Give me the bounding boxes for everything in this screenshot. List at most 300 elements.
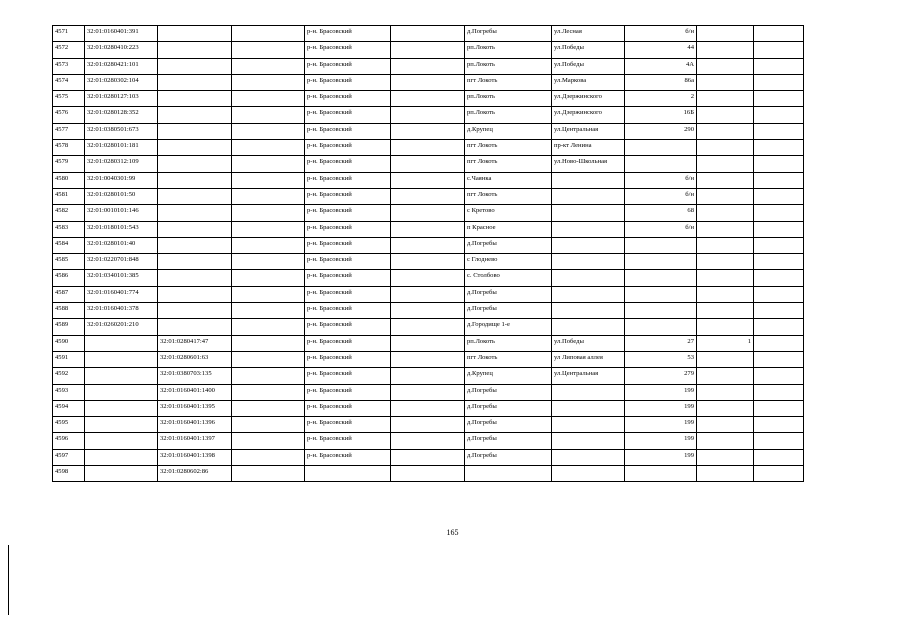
street-cell <box>552 172 625 188</box>
empty-cell <box>232 417 305 433</box>
cadastral-number-cell: 32:01:0280312:109 <box>85 156 158 172</box>
empty-cell <box>754 26 804 42</box>
house-number-cell: 199 <box>625 449 697 465</box>
table-row <box>53 286 804 302</box>
table-row <box>53 368 804 384</box>
table-row <box>53 42 804 58</box>
empty-cell <box>232 188 305 204</box>
empty-cell <box>232 58 305 74</box>
empty-cell <box>232 74 305 90</box>
empty-cell <box>754 449 804 465</box>
house-number-cell: 44 <box>625 42 697 58</box>
house-number-cell: б/н <box>625 221 697 237</box>
street-cell: ул.Дзержинского <box>552 91 625 107</box>
house-number-cell: 16Б <box>625 107 697 123</box>
settlement-cell: д.Погребы <box>465 384 552 400</box>
empty-cell <box>391 42 465 58</box>
row-number-cell: 4589 <box>53 319 85 335</box>
extra-value-cell <box>697 449 754 465</box>
empty-cell <box>391 254 465 270</box>
empty-cell <box>232 237 305 253</box>
empty-cell <box>232 140 305 156</box>
street-cell: ул.Победы <box>552 42 625 58</box>
street-cell <box>552 417 625 433</box>
house-number-cell <box>625 156 697 172</box>
empty-cell <box>391 188 465 204</box>
house-number-cell: б/н <box>625 172 697 188</box>
street-cell <box>552 303 625 319</box>
district-cell: р-н. Брасовский <box>305 91 391 107</box>
district-cell: р-н. Брасовский <box>305 140 391 156</box>
empty-cell <box>754 58 804 74</box>
extra-value-cell <box>697 123 754 139</box>
district-cell: р-н. Брасовский <box>305 449 391 465</box>
district-cell: р-н. Брасовский <box>305 26 391 42</box>
empty-cell <box>391 400 465 416</box>
empty-cell <box>754 237 804 253</box>
empty-cell <box>391 91 465 107</box>
street-cell <box>552 466 625 482</box>
table-row <box>53 140 804 156</box>
registry-table-body <box>53 26 804 482</box>
cadastral-number-cell: 32:01:0280410:223 <box>85 42 158 58</box>
row-number-cell: 4584 <box>53 237 85 253</box>
empty-cell <box>232 91 305 107</box>
empty-cell <box>391 466 465 482</box>
row-number-cell: 4571 <box>53 26 85 42</box>
cadastral-number-cell <box>85 351 158 367</box>
table-row <box>53 449 804 465</box>
cadastral-number-2-cell <box>158 237 232 253</box>
row-number-cell: 4578 <box>53 140 85 156</box>
empty-cell <box>232 172 305 188</box>
settlement-cell: с Кретово <box>465 205 552 221</box>
settlement-cell: д.Погребы <box>465 286 552 302</box>
house-number-cell: 27 <box>625 335 697 351</box>
empty-cell <box>391 140 465 156</box>
table-row <box>53 335 804 351</box>
street-cell <box>552 433 625 449</box>
cadastral-number-cell <box>85 449 158 465</box>
empty-cell <box>391 172 465 188</box>
empty-cell <box>232 107 305 123</box>
row-number-cell: 4590 <box>53 335 85 351</box>
page-number: 165 <box>446 528 459 537</box>
settlement-cell: пгт Локоть <box>465 74 552 90</box>
cadastral-number-2-cell: 32:01:0280601:63 <box>158 351 232 367</box>
cadastral-number-2-cell: 32:01:0280417:47 <box>158 335 232 351</box>
cadastral-number-2-cell <box>158 42 232 58</box>
empty-cell <box>391 319 465 335</box>
row-number-cell: 4577 <box>53 123 85 139</box>
street-cell <box>552 254 625 270</box>
settlement-cell: д.Погребы <box>465 433 552 449</box>
empty-cell <box>232 26 305 42</box>
street-cell: ул.Лесная <box>552 26 625 42</box>
extra-value-cell <box>697 221 754 237</box>
cadastral-number-cell <box>85 368 158 384</box>
table-row <box>53 221 804 237</box>
settlement-cell: с Глоднево <box>465 254 552 270</box>
empty-cell <box>232 466 305 482</box>
row-number-cell: 4573 <box>53 58 85 74</box>
cadastral-number-cell: 32:01:0160401:391 <box>85 26 158 42</box>
empty-cell <box>754 140 804 156</box>
empty-cell <box>232 384 305 400</box>
row-number-cell: 4586 <box>53 270 85 286</box>
empty-cell <box>754 303 804 319</box>
cadastral-number-2-cell <box>158 303 232 319</box>
row-number-cell: 4580 <box>53 172 85 188</box>
empty-cell <box>391 303 465 319</box>
house-number-cell: 199 <box>625 417 697 433</box>
cadastral-number-cell: 32:01:0260201:210 <box>85 319 158 335</box>
row-number-cell: 4596 <box>53 433 85 449</box>
extra-value-cell <box>697 303 754 319</box>
empty-cell <box>391 205 465 221</box>
table-row <box>53 91 804 107</box>
cadastral-number-cell: 32:01:0280101:40 <box>85 237 158 253</box>
street-cell: ул.Центральная <box>552 123 625 139</box>
street-cell <box>552 205 625 221</box>
street-cell <box>552 270 625 286</box>
empty-cell <box>754 417 804 433</box>
extra-value-cell <box>697 26 754 42</box>
empty-cell <box>391 123 465 139</box>
empty-cell <box>391 368 465 384</box>
empty-cell <box>232 254 305 270</box>
street-cell <box>552 188 625 204</box>
table-row <box>53 417 804 433</box>
empty-cell <box>232 303 305 319</box>
settlement-cell: с. Столбово <box>465 270 552 286</box>
scan-edge-line <box>8 545 9 615</box>
cadastral-number-cell <box>85 384 158 400</box>
house-number-cell: 4А <box>625 58 697 74</box>
cadastral-number-2-cell <box>158 319 232 335</box>
row-number-cell: 4588 <box>53 303 85 319</box>
house-number-cell <box>625 466 697 482</box>
extra-value-cell <box>697 286 754 302</box>
extra-value-cell <box>697 156 754 172</box>
street-cell <box>552 221 625 237</box>
table-row <box>53 26 804 42</box>
empty-cell <box>754 221 804 237</box>
extra-value-cell <box>697 188 754 204</box>
settlement-cell: пгт Локоть <box>465 188 552 204</box>
empty-cell <box>754 400 804 416</box>
empty-cell <box>232 400 305 416</box>
table-row <box>53 433 804 449</box>
extra-value-cell <box>697 58 754 74</box>
empty-cell <box>232 319 305 335</box>
house-number-cell <box>625 270 697 286</box>
settlement-cell: д.Погребы <box>465 303 552 319</box>
settlement-cell: д.Погребы <box>465 400 552 416</box>
empty-cell <box>754 156 804 172</box>
street-cell <box>552 237 625 253</box>
empty-cell <box>391 384 465 400</box>
street-cell: ул.Центральная <box>552 368 625 384</box>
cadastral-number-cell <box>85 400 158 416</box>
row-number-cell: 4594 <box>53 400 85 416</box>
empty-cell <box>232 351 305 367</box>
empty-cell <box>232 270 305 286</box>
cadastral-number-cell <box>85 335 158 351</box>
table-row <box>53 384 804 400</box>
empty-cell <box>754 91 804 107</box>
cadastral-number-cell: 32:01:0280101:50 <box>85 188 158 204</box>
empty-cell <box>754 319 804 335</box>
row-number-cell: 4597 <box>53 449 85 465</box>
cadastral-number-cell: 32:01:0160401:378 <box>85 303 158 319</box>
empty-cell <box>391 221 465 237</box>
table-row <box>53 319 804 335</box>
extra-value-cell: 1 <box>697 335 754 351</box>
row-number-cell: 4575 <box>53 91 85 107</box>
empty-cell <box>391 156 465 172</box>
settlement-cell: д.Крупец <box>465 368 552 384</box>
street-cell: ул.Маркова <box>552 74 625 90</box>
cadastral-number-2-cell <box>158 74 232 90</box>
extra-value-cell <box>697 351 754 367</box>
house-number-cell <box>625 319 697 335</box>
settlement-cell <box>465 466 552 482</box>
house-number-cell <box>625 303 697 319</box>
empty-cell <box>754 42 804 58</box>
empty-cell <box>391 433 465 449</box>
cadastral-number-2-cell <box>158 140 232 156</box>
row-number-cell: 4572 <box>53 42 85 58</box>
house-number-cell: 199 <box>625 433 697 449</box>
table-row <box>53 172 804 188</box>
house-number-cell: 290 <box>625 123 697 139</box>
extra-value-cell <box>697 42 754 58</box>
cadastral-number-cell: 32:01:0280421:101 <box>85 58 158 74</box>
empty-cell <box>232 433 305 449</box>
house-number-cell: 68 <box>625 205 697 221</box>
cadastral-number-cell: 32:01:0220701:848 <box>85 254 158 270</box>
extra-value-cell <box>697 433 754 449</box>
district-cell: р-н. Брасовский <box>305 335 391 351</box>
cadastral-number-cell <box>85 466 158 482</box>
empty-cell <box>754 107 804 123</box>
row-number-cell: 4591 <box>53 351 85 367</box>
district-cell: р-н. Брасовский <box>305 237 391 253</box>
cadastral-number-2-cell <box>158 221 232 237</box>
empty-cell <box>391 237 465 253</box>
row-number-cell: 4583 <box>53 221 85 237</box>
settlement-cell: рп.Локоть <box>465 107 552 123</box>
table-row <box>53 237 804 253</box>
district-cell: р-н. Брасовский <box>305 254 391 270</box>
cadastral-number-2-cell <box>158 254 232 270</box>
empty-cell <box>232 42 305 58</box>
extra-value-cell <box>697 107 754 123</box>
cadastral-number-2-cell <box>158 91 232 107</box>
empty-cell <box>754 270 804 286</box>
empty-cell <box>754 433 804 449</box>
cadastral-number-2-cell <box>158 205 232 221</box>
table-row <box>53 123 804 139</box>
settlement-cell: рп.Локоть <box>465 58 552 74</box>
empty-cell <box>232 156 305 172</box>
empty-cell <box>232 449 305 465</box>
row-number-cell: 4579 <box>53 156 85 172</box>
empty-cell <box>232 205 305 221</box>
extra-value-cell <box>697 254 754 270</box>
house-number-cell: 199 <box>625 400 697 416</box>
district-cell: р-н. Брасовский <box>305 74 391 90</box>
extra-value-cell <box>697 368 754 384</box>
district-cell <box>305 466 391 482</box>
cadastral-number-2-cell: 32:01:0280602:86 <box>158 466 232 482</box>
street-cell: ул.Ново-Школьная <box>552 156 625 172</box>
extra-value-cell <box>697 172 754 188</box>
district-cell: р-н. Брасовский <box>305 156 391 172</box>
house-number-cell <box>625 237 697 253</box>
extra-value-cell <box>697 400 754 416</box>
empty-cell <box>232 368 305 384</box>
cadastral-number-cell: 32:01:0280128:352 <box>85 107 158 123</box>
cadastral-number-cell <box>85 433 158 449</box>
cadastral-number-2-cell: 32:01:0160401:1396 <box>158 417 232 433</box>
settlement-cell: д.Погребы <box>465 417 552 433</box>
street-cell <box>552 449 625 465</box>
empty-cell <box>754 123 804 139</box>
settlement-cell: д.Погребы <box>465 449 552 465</box>
cadastral-number-2-cell: 32:01:0160401:1400 <box>158 384 232 400</box>
district-cell: р-н. Брасовский <box>305 400 391 416</box>
street-cell <box>552 400 625 416</box>
settlement-cell: п Красное <box>465 221 552 237</box>
cadastral-number-cell: 32:01:0160401:774 <box>85 286 158 302</box>
settlement-cell: с.Чаянка <box>465 172 552 188</box>
house-number-cell: 2 <box>625 91 697 107</box>
extra-value-cell <box>697 466 754 482</box>
table-row <box>53 466 804 482</box>
empty-cell <box>754 335 804 351</box>
table-row <box>53 270 804 286</box>
street-cell: пр-кт Ленина <box>552 140 625 156</box>
cadastral-number-2-cell <box>158 107 232 123</box>
district-cell: р-н. Брасовский <box>305 42 391 58</box>
settlement-cell: рп.Локоть <box>465 42 552 58</box>
table-row <box>53 254 804 270</box>
table-row <box>53 107 804 123</box>
row-number-cell: 4587 <box>53 286 85 302</box>
street-cell <box>552 384 625 400</box>
district-cell: р-н. Брасовский <box>305 384 391 400</box>
district-cell: р-н. Брасовский <box>305 433 391 449</box>
empty-cell <box>754 254 804 270</box>
empty-cell <box>754 172 804 188</box>
cadastral-number-2-cell <box>158 172 232 188</box>
street-cell: ул.Победы <box>552 58 625 74</box>
cadastral-number-2-cell: 32:01:0380703:135 <box>158 368 232 384</box>
row-number-cell: 4581 <box>53 188 85 204</box>
extra-value-cell <box>697 140 754 156</box>
house-number-cell: 86а <box>625 74 697 90</box>
settlement-cell: пгт Локоть <box>465 156 552 172</box>
extra-value-cell <box>697 74 754 90</box>
empty-cell <box>232 335 305 351</box>
empty-cell <box>391 335 465 351</box>
registry-table <box>52 25 804 482</box>
cadastral-number-2-cell <box>158 286 232 302</box>
cadastral-number-cell: 32:01:0010101:146 <box>85 205 158 221</box>
house-number-cell: б/н <box>625 188 697 204</box>
row-number-cell: 4585 <box>53 254 85 270</box>
empty-cell <box>232 286 305 302</box>
district-cell: р-н. Брасовский <box>305 286 391 302</box>
settlement-cell: д.Погребы <box>465 237 552 253</box>
empty-cell <box>391 107 465 123</box>
house-number-cell: 199 <box>625 384 697 400</box>
settlement-cell: пгт Локоть <box>465 351 552 367</box>
table-row <box>53 351 804 367</box>
empty-cell <box>391 286 465 302</box>
row-number-cell: 4598 <box>53 466 85 482</box>
empty-cell <box>754 188 804 204</box>
street-cell: ул.Победы <box>552 335 625 351</box>
house-number-cell <box>625 254 697 270</box>
district-cell: р-н. Брасовский <box>305 172 391 188</box>
cadastral-number-cell: 32:01:0280101:181 <box>85 140 158 156</box>
empty-cell <box>754 351 804 367</box>
empty-cell <box>754 368 804 384</box>
house-number-cell <box>625 140 697 156</box>
empty-cell <box>391 449 465 465</box>
street-cell <box>552 286 625 302</box>
empty-cell <box>754 205 804 221</box>
cadastral-number-2-cell <box>158 188 232 204</box>
cadastral-number-cell: 32:01:0040301:99 <box>85 172 158 188</box>
cadastral-number-2-cell <box>158 26 232 42</box>
cadastral-number-cell: 32:01:0380501:673 <box>85 123 158 139</box>
table-row <box>53 74 804 90</box>
cadastral-number-cell: 32:01:0180101:543 <box>85 221 158 237</box>
row-number-cell: 4576 <box>53 107 85 123</box>
cadastral-number-cell: 32:01:0340101:385 <box>85 270 158 286</box>
table-row <box>53 205 804 221</box>
empty-cell <box>391 270 465 286</box>
extra-value-cell <box>697 237 754 253</box>
district-cell: р-н. Брасовский <box>305 303 391 319</box>
cadastral-number-2-cell <box>158 270 232 286</box>
cadastral-number-cell: 32:01:0280302:104 <box>85 74 158 90</box>
row-number-cell: 4582 <box>53 205 85 221</box>
empty-cell <box>754 384 804 400</box>
extra-value-cell <box>697 319 754 335</box>
table-row <box>53 303 804 319</box>
row-number-cell: 4592 <box>53 368 85 384</box>
cadastral-number-cell <box>85 417 158 433</box>
empty-cell <box>754 74 804 90</box>
table-row <box>53 188 804 204</box>
street-cell: ул Липовая аллея <box>552 351 625 367</box>
district-cell: р-н. Брасовский <box>305 270 391 286</box>
empty-cell <box>232 221 305 237</box>
settlement-cell: рп.Локоть <box>465 335 552 351</box>
extra-value-cell <box>697 91 754 107</box>
empty-cell <box>391 351 465 367</box>
district-cell: р-н. Брасовский <box>305 221 391 237</box>
district-cell: р-н. Брасовский <box>305 351 391 367</box>
extra-value-cell <box>697 270 754 286</box>
district-cell: р-н. Брасовский <box>305 319 391 335</box>
cadastral-number-2-cell: 32:01:0160401:1395 <box>158 400 232 416</box>
